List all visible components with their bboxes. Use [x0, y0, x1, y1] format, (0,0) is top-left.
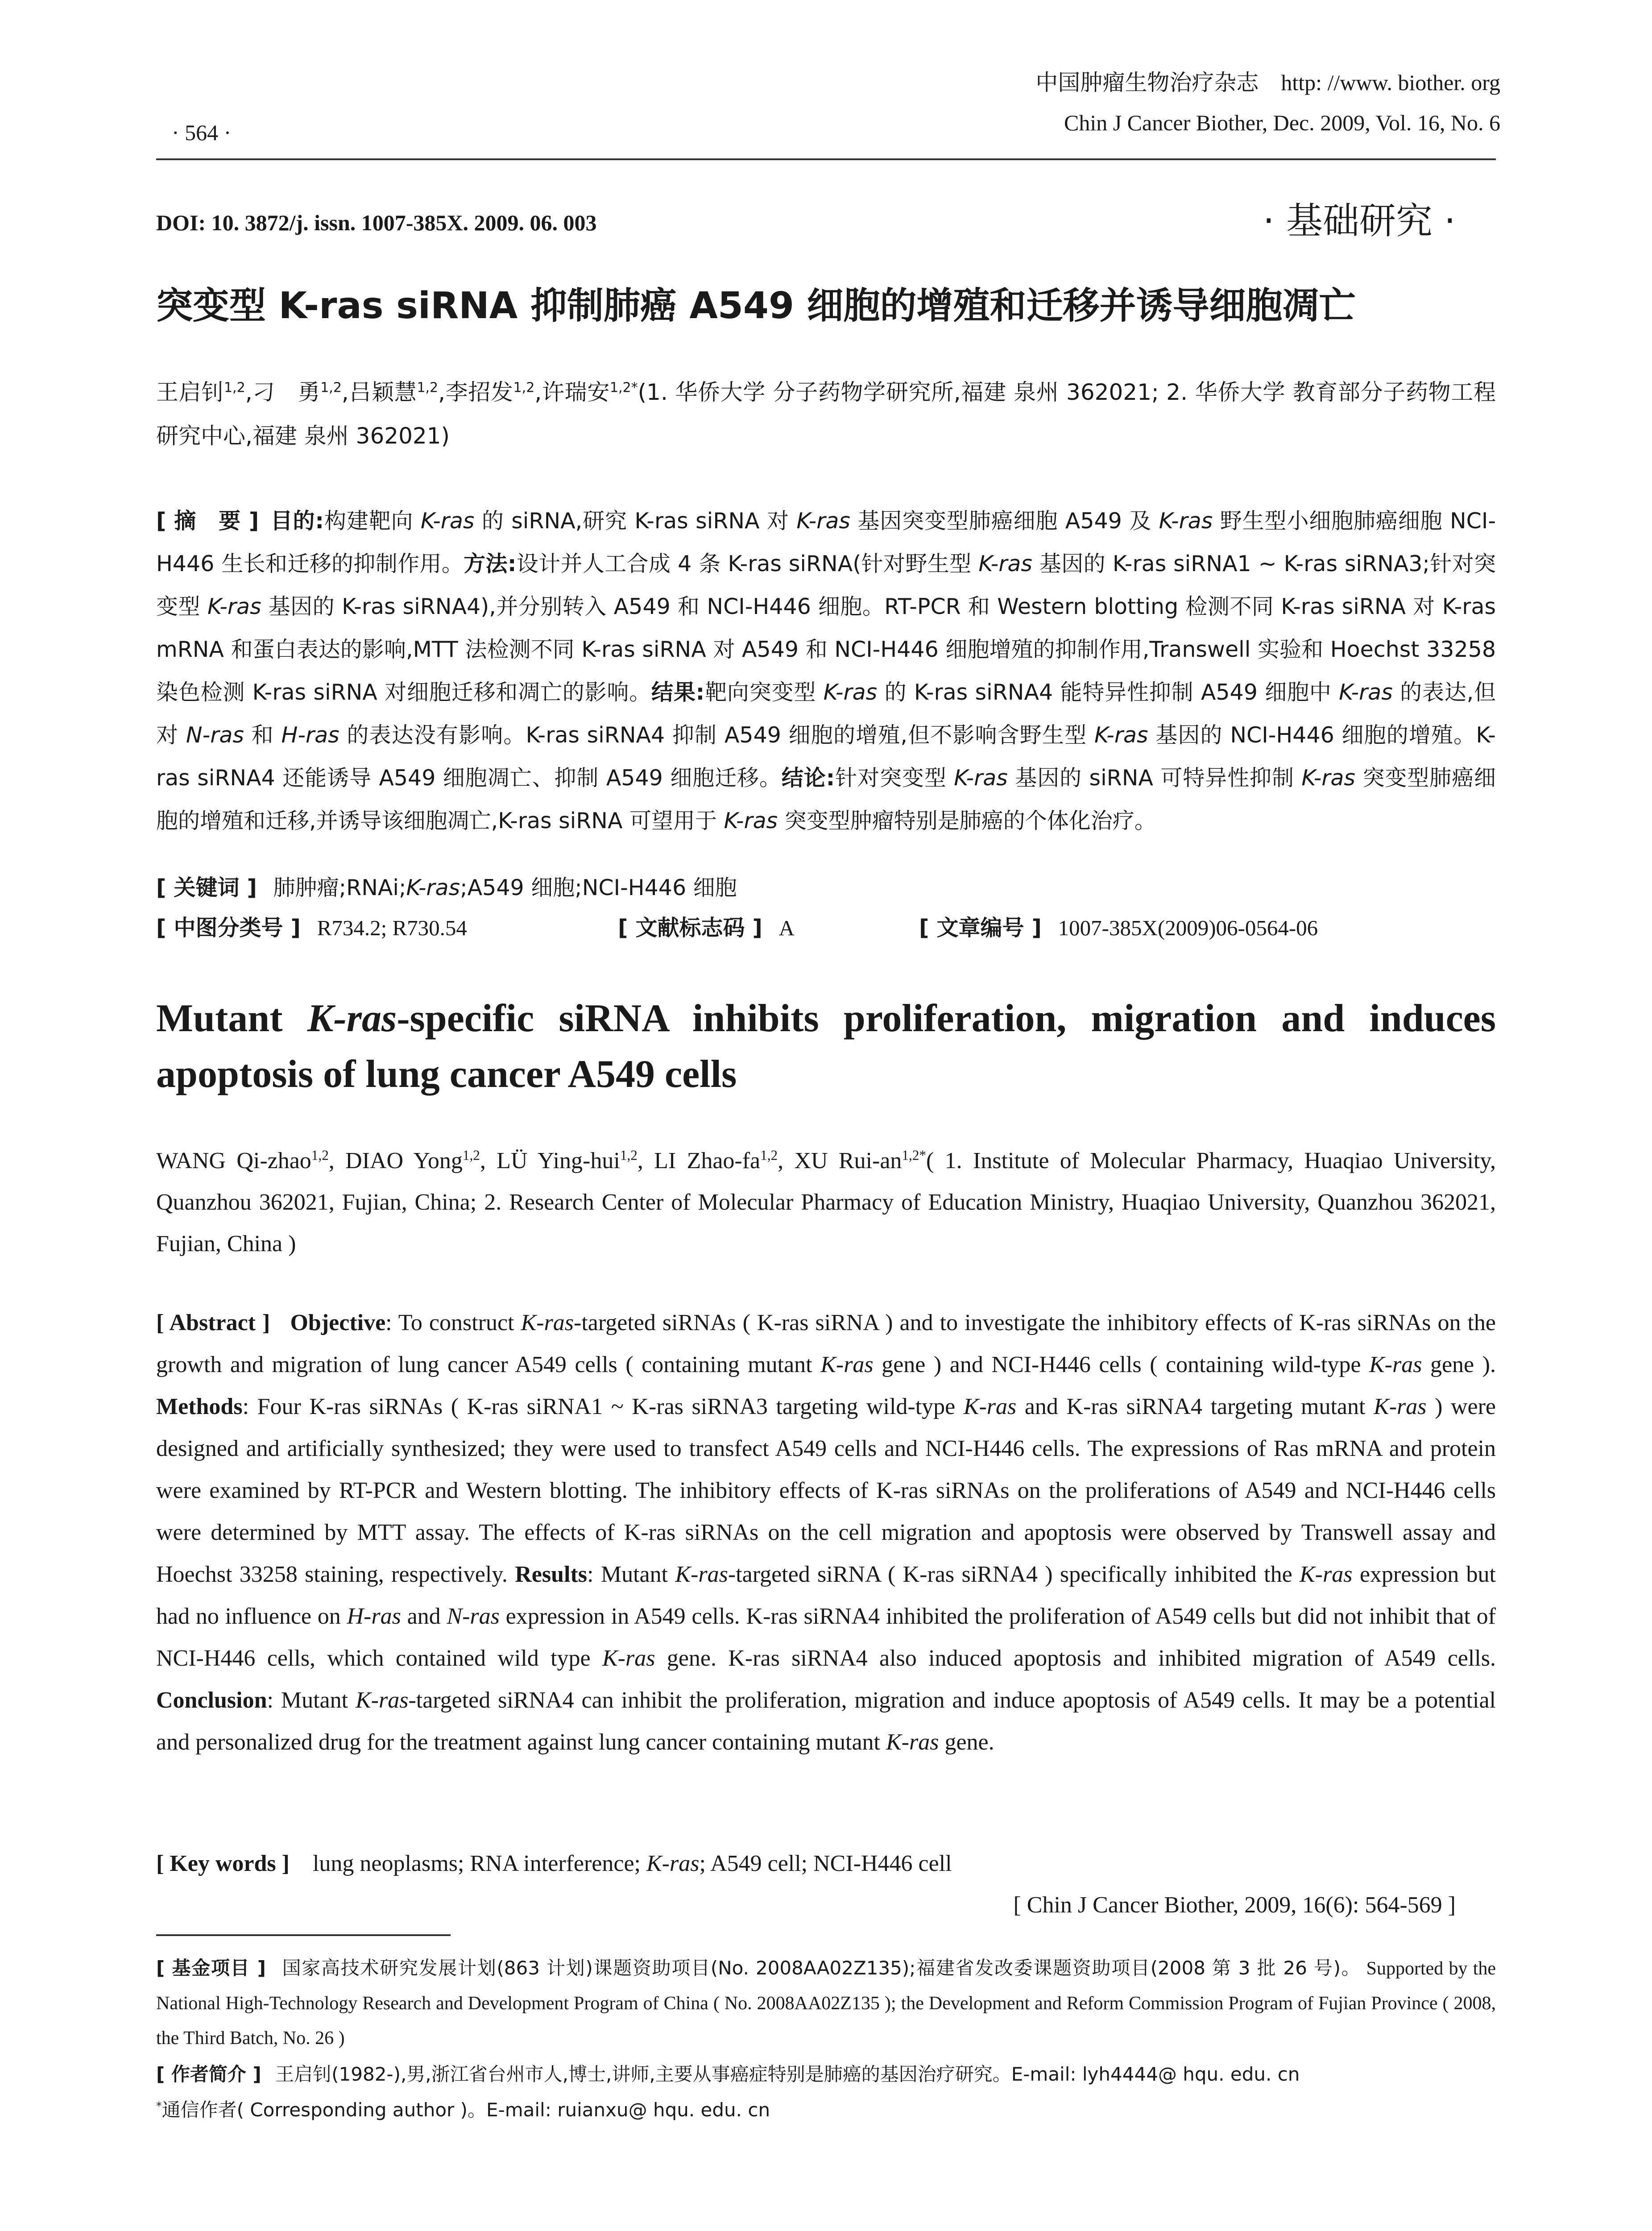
- abstract-cn-text: 目的:构建靶向 K-ras 的 siRNA,研究 K-ras siRNA 对 K-ras 基因突变型肺癌细胞 A549 及 K-ras 野生型小细胞肺癌细胞 NCI-H446 生长和迁移的抑制作用。方法:设计并人工合成 4 条 K-ras siRNA(针对野生型 K-ras 基因的 K-ras siRNA1 ~ K-ras siRNA3;针对突变型 K-ras 基因的 K-ras siRNA4),并分别转入 A549 和 NCI-H446 细胞。RT-PCR 和 Western blotting 检测不同 K-ras siRNA 对 K-ras mRNA 和蛋白表达的影响,MTT 法检测不同 K-ras siRNA 对 A549 和 NCI-H446 细胞增殖的抑制作用,Transwell 实验和 Hoechst 33258 染色检测 K-ras siRNA 对细胞迁移和凋亡的影响。结果:靶向突变型 K-ras 的 K-ras siRNA4 能特异性抑制 A549 细胞中 K-ras 的表达,但对 N-ras 和 H-ras 的表达没有影响。K-ras siRNA4 抑制 A549 细胞的增殖,但不影响含野生型 K-ras 基因的 NCI-H446 细胞的增殖。K-ras siRNA4 还能诱导 A549 细胞凋亡、抑制 A549 细胞迁移。结论:针对突变型 K-ras 基因的 siRNA 可特异性抑制 K-ras 突变型肺癌细胞的增殖和迁移,并诱导该细胞凋亡,K-ras siRNA 可望用于 K-ras 突变型肿瘤特别是肺癌的个体化治疗。: [156, 508, 1496, 834]
- clc-label: [ 中图分类号 ]: [156, 915, 301, 941]
- abstract-en-text: Objective: To construct K-ras-targeted siRNAs ( K-ras siRNA ) and to investigate the inhibitory effects of K-ras siRNAs on the growth and migration of lung cancer A549 cells ( containing mutant K-ras gene ) and NCI-H446 cells ( containing wild-type K-ras gene ). Methods: Four K-ras siRNAs ( K-ras siRNA1 ~ K-ras siRNA3 targeting wild-type K-ras and K-ras siRNA4 targeting mutant K-ras ) were designed and artificially synthesized; they were used to transfect A549 cells and NCI-H446 cells. The expressions of Ras mRNA and protein were examined by RT-PCR and Western blotting. The inhibitory effects of K-ras siRNAs on the proliferations of A549 and NCI-H446 cells were determined by MTT assay. The effects of K-ras siRNAs on the cell migration and apoptosis were observed by Transwell assay and Hoechst 33258 staining, respectively. Results: Mutant K-ras-targeted siRNA ( K-ras siRNA4 ) specifically inhibited the K-ras expression but had no influence on H-ras and N-ras expression in A549 cells. K-ras siRNA4 inhibited the proliferation of A549 cells but did not inhibit that of NCI-H446 cells, which contained wild type K-ras gene. K-ras siRNA4 also induced apoptosis and inhibited migration of A549 cells. Conclusion: Mutant K-ras-targeted siRNA4 can inhibit the proliferation, migration and induce apoptosis of A549 cells. It may be a potential and personalized drug for the treatment against lung cancer containing mutant K-ras gene.: [156, 1310, 1496, 1755]
- doi[interactable]: DOI: 10. 3872/j. issn. 1007-385X. 2009. 06. 003: [156, 210, 597, 235]
- authors-cn: 王启钊$^{1,2}$,刁 勇$^{1,2}$,吕颖慧$^{1,2}$,李招发$^{1,2}$,许瑞安$^{1,2*}$(1. 华侨大学 分子药物学研究所,福建 泉州 362021; 2. 华侨大学 教育部分子药物工程研究中心,福建 泉州 362021): [156, 379, 1496, 449]
- fund-label: [ 基金项目 ]: [156, 1957, 266, 1979]
- header-rule: [156, 158, 1496, 160]
- page-number: · 564 ·: [172, 120, 232, 145]
- journal-name-en: Chin J Cancer Biother, Dec. 2009, Vol. 16, No. 6: [1064, 110, 1500, 135]
- authors-en: WANG Qi-zhao$^{1,2}$, DIAO Yong$^{1,2}$, LÜ Ying-hui$^{1,2}$, LI Zhao-fa$^{1,2}$, XU Rui-$an^{1,2*}$( 1. Institute of Molecular Pharmacy, Huaqiao University, Quanzhou 362021, Fujian, China; 2. Research Center of Molecular Pharmacy of Education Ministry, Huaqiao University, Quanzhou 362021, Fujian, China ): [156, 1147, 1496, 1256]
- section-label: · 基础研究 ·: [1263, 200, 1456, 242]
- keywords-en-text: lung neoplasms; RNA interference; K-ras; A549 cell; NCI-H446 cell: [312, 1851, 952, 1876]
- abstract-en: [156, 1302, 1496, 1763]
- fund-cn: 国家高技术研究发展计划(863 计划)课题资助项目(No. 2008AA02Z135);福建省发改委课题资助项目(2008 第 3 批 26 号)。: [282, 1957, 1361, 1979]
- journal-name-cn: 中国肿瘤生物治疗杂志: [1035, 70, 1259, 95]
- author-bio-text: 王启钊(1982-),男,浙江省台州市人,博士,讲师,主要从事癌症特别是肺癌的基因治疗研究。E-mail: lyh4444@ hqu. edu. cn: [275, 2063, 1300, 2085]
- keywords-en-label: [ Key words ]: [156, 1851, 290, 1876]
- keywords-en: [156, 1843, 1496, 1885]
- article-number-value: 1007-385X(2009)06-0564-06: [1058, 916, 1318, 940]
- classification-line: [156, 908, 1496, 948]
- keywords-cn-text: 肺肿瘤;RNAi;K-ras;A549 细胞;NCI-H446 细胞: [273, 875, 737, 900]
- doc-code-value: A: [778, 916, 795, 940]
- fund-en: Supported by the National High-Technology Research and Development Program of China ( No. 2008AA02Z135 ); the Development and Reform Commission Program of Fujian Province ( 2008, the Third Batch, No. 26 ): [156, 1958, 1496, 2049]
- abstract-en-label: [ Abstract ]: [156, 1310, 270, 1335]
- corresponding-author: *通信作者( Corresponding author )。E-mail: ruianxu@ hqu. edu. cn: [156, 2099, 770, 2121]
- author-bio-label: [ 作者简介 ]: [156, 2063, 261, 2085]
- journal-header: [1035, 62, 1500, 143]
- keywords-cn: [156, 868, 1496, 908]
- footnote-author: [156, 2057, 1496, 2092]
- abstract-cn-label: [ 摘 要 ]: [156, 508, 259, 534]
- title-en: Mutant K-ras-specific siRNA inhibits proliferation, migration and induces apoptosis of lung cancer A549 cells: [156, 997, 1496, 1096]
- keywords-cn-label: [ 关键词 ]: [156, 875, 257, 900]
- doc-code-label: [ 文献标志码 ]: [618, 915, 762, 941]
- clc-value: R734.2; R730.54: [317, 916, 467, 940]
- footnote-rule: [156, 1934, 451, 1936]
- footnote-fund: [156, 1951, 1496, 2056]
- journal-url[interactable]: http: //www. biother. org: [1281, 70, 1500, 95]
- footnote-corresponding: [156, 2093, 1496, 2128]
- article-number-label: [ 文章编号 ]: [919, 915, 1042, 941]
- abstract-cn: [156, 500, 1496, 842]
- title-cn: 突变型 K-ras siRNA 抑制肺癌 A549 细胞的增殖和迁移并诱导细胞凋亡: [156, 285, 1356, 327]
- citation: [ Chin J Cancer Biother, 2009, 16(6): 564-569 ]: [1013, 1892, 1456, 1918]
